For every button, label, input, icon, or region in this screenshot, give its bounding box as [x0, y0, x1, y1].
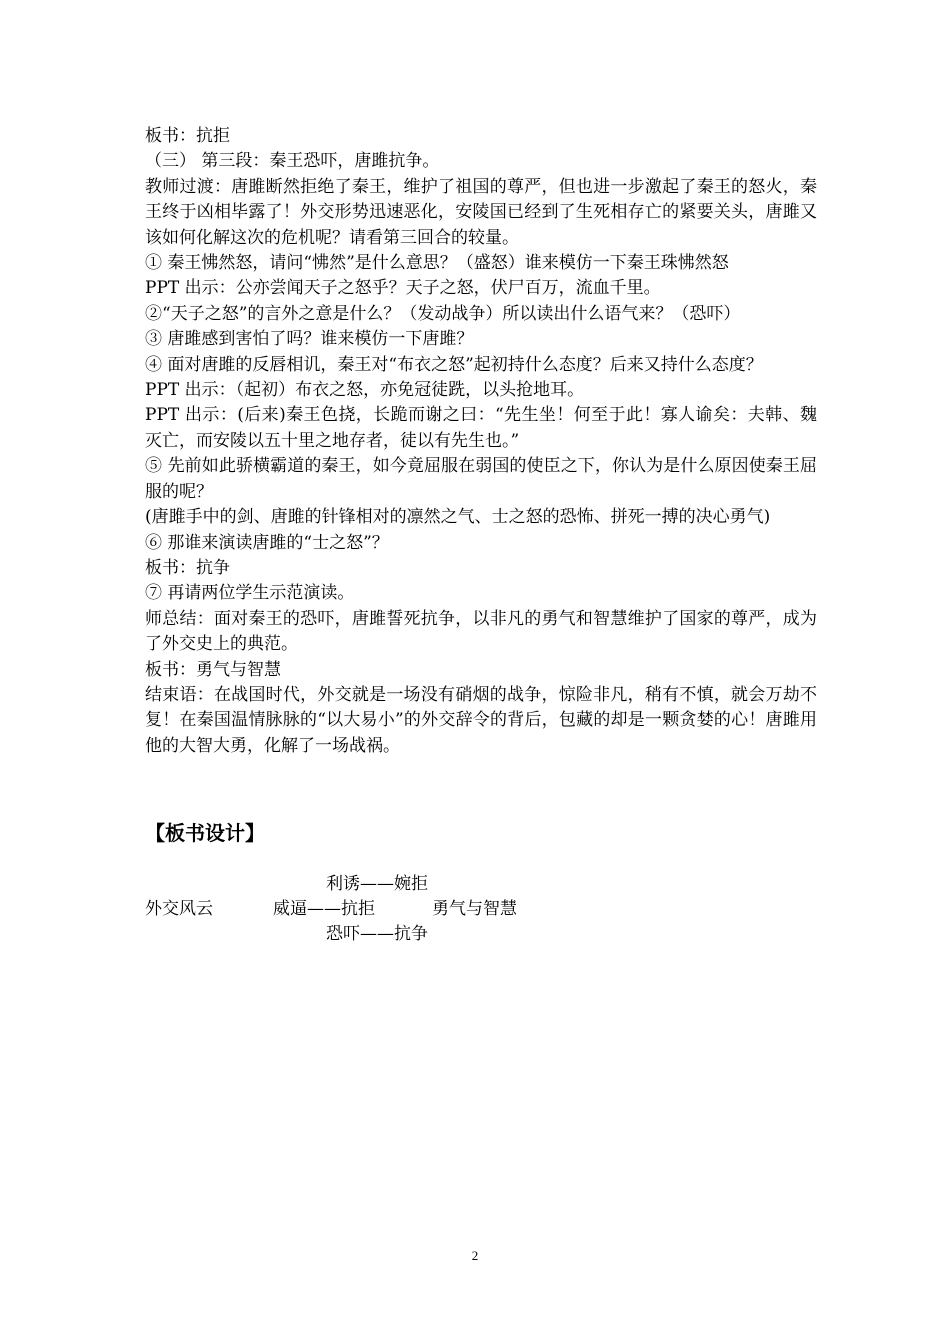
board-row-coerce: 威逼——抗拒 — [273, 899, 375, 919]
ppt-quote-1: PPT 出示：公亦尝闻天子之怒乎？天子之怒，伏尸百万，流血千里。 — [145, 278, 661, 299]
board-summary: 勇气与智慧 — [432, 899, 517, 919]
question-4: ④ 面对唐雎的反唇相讥，秦王对“布衣之怒”起初持什么态度？后来又持什么态度？ — [145, 354, 763, 375]
board-note-struggle: 板书：抗争 — [145, 557, 230, 578]
section-three-title: （三） 第三段：秦王恐吓，唐雎抗争。 — [145, 151, 440, 172]
board-topic: 外交风云 — [145, 899, 213, 919]
ppt-quote-3: PPT 出示：(后来)秦王色挠，长跪而谢之曰：“先生坐！何至于此！寡人谕矣：夫韩、魏灭亡，而安陵以五十里之地存者，徒以有先生也。” — [145, 405, 817, 451]
board-note-courage: 板书：勇气与智慧 — [145, 659, 281, 680]
question-7: ⑦ 再请两位学生示范演读。 — [145, 583, 355, 604]
board-row-lure: 利诱——婉拒 — [326, 874, 428, 894]
question-1: ① 秦王怫然怒，请问“怫然”是什么意思？（盛怒）谁来模仿一下秦王珠怫然怒 — [145, 253, 729, 274]
ppt-quote-2: PPT 出示：（起初）布衣之怒，亦免冠徒跣，以头抢地耳。 — [145, 380, 585, 401]
closing-remarks: 结束语：在战国时代，外交就是一场没有硝烟的战争，惊险非凡，稍有不慎，就会万劫不复！在秦国温情脉脉的“以大易小”的外交辞令的背后，包藏的却是一颗贪婪的心！唐雎用他的大智大勇，化解了一场战祸。 — [145, 684, 817, 756]
question-6: ⑥ 那谁来演读唐雎的“士之怒”？ — [145, 532, 389, 553]
page-number: 2 — [471, 1248, 479, 1263]
board-row-threat: 恐吓——抗争 — [326, 924, 428, 944]
teacher-summary: 师总结：面对秦王的恐吓，唐雎誓死抗争，以非凡的勇气和智慧维护了国家的尊严，成为了外交史上的典范。 — [145, 608, 817, 655]
question-5: ⑤ 先前如此骄横霸道的秦王，如今竟屈服在弱国的使臣之下，你认为是什么原因使秦王屈服的呢？ — [145, 456, 817, 502]
board-design-heading: 【板书设计】 — [145, 821, 265, 845]
question-3: ③ 唐雎感到害怕了吗？谁来模仿一下唐雎？ — [145, 329, 474, 350]
board-note-resist: 板书：抗拒 — [145, 126, 230, 146]
answer-5: (唐雎手中的剑、唐雎的针锋相对的凛然之气、士之怒的恐怖、拼死一搏的决心勇气) — [145, 507, 771, 528]
question-2: ②“天子之怒”的言外之意是什么？（发动战争）所以读出什么语气来？（恐吓） — [145, 303, 741, 324]
lesson-body — [145, 124, 817, 759]
teacher-transition: 教师过渡：唐雎断然拒绝了秦王，维护了祖国的尊严，但也进一步激起了秦王的怒火，秦王终于凶相毕露了！外交形势迅速恶化，安陵国已经到了生死相存亡的紧要关头，唐雎又该如何化解这次的危机呢？请看第三回合的较量。 — [145, 176, 817, 248]
